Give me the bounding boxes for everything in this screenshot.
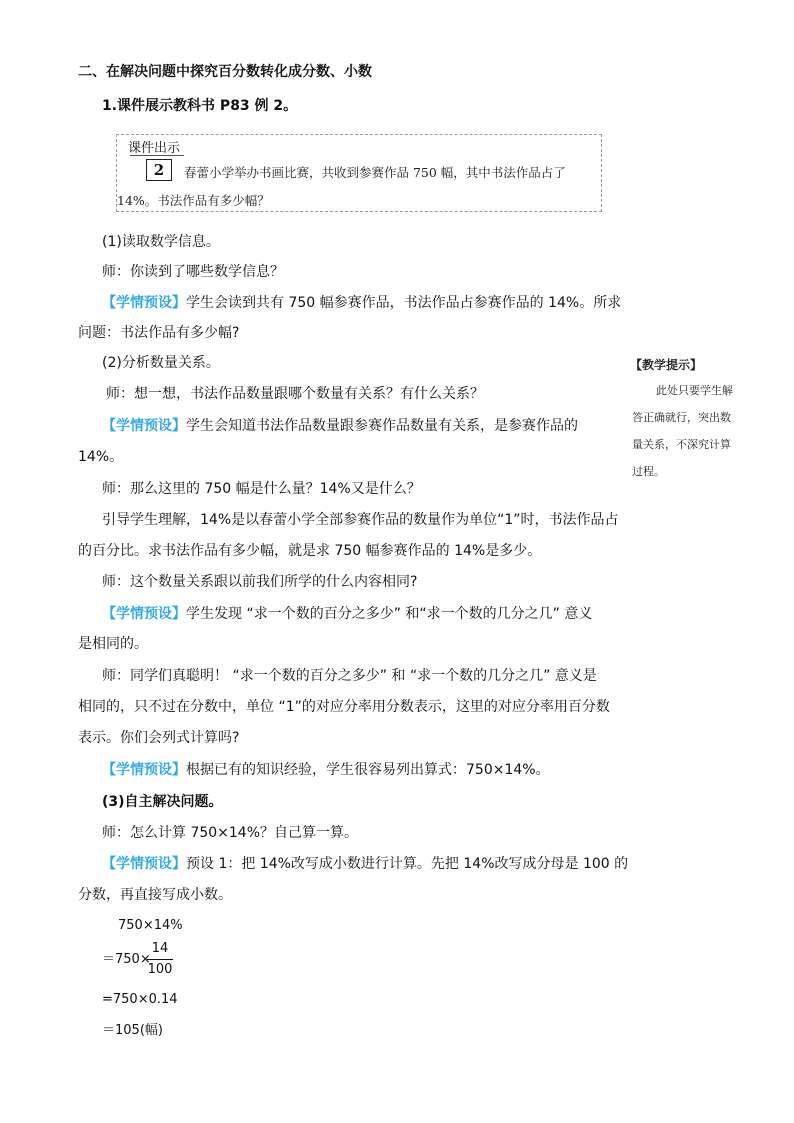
paragraph: (3)自主解决问题。	[102, 794, 223, 810]
preset-tag: 【学情预设】	[102, 856, 186, 872]
paragraph: 【学情预设】学生发现 “求一个数的百分之多少” 和“求一个数的几分之几” 意义	[102, 606, 593, 622]
preset-tag: 【学情预设】	[102, 295, 186, 311]
calc-line-4: ＝105(幅)	[102, 1023, 163, 1038]
side-note-title: 【教学提示】	[630, 358, 703, 372]
fraction-bar	[147, 959, 173, 960]
courseware-title-underline	[130, 155, 184, 156]
paragraph: 师：你读到了哪些数学信息？	[102, 264, 284, 280]
paragraph: 相同的，只不过在分数中，单位 “1”的对应分率用分数表示，这里的对应分率用百分数	[78, 699, 610, 715]
calc-line-3: =750×0.14	[102, 992, 178, 1007]
paragraph: 师：怎么计算 750×14%？自己算一算。	[102, 825, 359, 841]
paragraph: 引导学生理解，14%是以春蕾小学全部参赛作品的数量作为单位“1”时，书法作品占	[102, 512, 619, 528]
side-note-line: 此处只要学生解	[656, 384, 733, 397]
paragraph: 分数，再直接写成小数。	[78, 887, 232, 903]
paragraph: (1)读取数学信息。	[102, 234, 220, 250]
preset-tag: 【学情预设】	[102, 762, 186, 778]
preset-tag: 【学情预设】	[102, 606, 186, 622]
courseware-line-2: 14%。书法作品有多少幅？	[117, 193, 270, 208]
paragraph: 【学情预设】学生会读到共有 750 幅参赛作品，书法作品占参赛作品的 14%。所求	[102, 295, 622, 311]
side-note-line: 答正确就行，突出数	[632, 411, 731, 424]
paragraph: 是相同的。	[78, 636, 148, 652]
paragraph: (2)分析数量关系。	[102, 355, 220, 371]
paragraph: 14%。	[78, 449, 124, 465]
paragraph: 师：想一想，书法作品数量跟哪个数量有关系？有什么关系？	[106, 386, 484, 402]
side-note-line: 量关系，不深究计算	[632, 438, 731, 451]
example-number: 2	[146, 159, 172, 181]
paragraph: 【学情预设】学生会知道书法作品数量跟参赛作品数量有关系，是参赛作品的	[102, 418, 578, 434]
fraction-denominator: 100	[147, 962, 173, 977]
paragraph: 问题：书法作品有多少幅?	[78, 325, 240, 341]
paragraph: 【学情预设】根据已有的知识经验，学生很容易列出算式：750×14%。	[102, 762, 550, 778]
fraction-numerator: 14	[151, 941, 169, 956]
calc-line-1: 750×14%	[118, 918, 183, 933]
courseware-line-1: 春蕾小学举办书画比赛，共收到参赛作品 750 幅，其中书法作品占了	[184, 165, 566, 180]
paragraph: 【学情预设】预设 1：把 14%改写成小数进行计算。先把 14%改写成分母是 100 的	[102, 856, 629, 872]
courseware-title: 课件出示	[126, 137, 182, 156]
paragraph: 师：那么这里的 750 幅是什么量？14%又是什么？	[102, 481, 421, 497]
calc-line-2: ＝750×	[102, 952, 151, 967]
preset-tag: 【学情预设】	[102, 418, 186, 434]
paragraph: 师：同学们真聪明！ “求一个数的百分之多少” 和 “求一个数的几分之几” 意义是	[102, 668, 597, 684]
paragraph: 表示。你们会列式计算吗?	[78, 730, 240, 746]
paragraph: 的百分比。求书法作品有多少幅，就是求 750 幅参赛作品的 14%是多少。	[78, 543, 542, 559]
paragraph: 师：这个数量关系跟以前我们所学的什么内容相同?	[102, 574, 418, 590]
side-note-line: 过程。	[632, 465, 665, 478]
section-heading: 二、在解决问题中探究百分数转化成分数、小数	[78, 64, 372, 80]
fraction	[147, 940, 173, 979]
step-title: 1.课件展示教科书 P83 例 2。	[102, 98, 298, 114]
